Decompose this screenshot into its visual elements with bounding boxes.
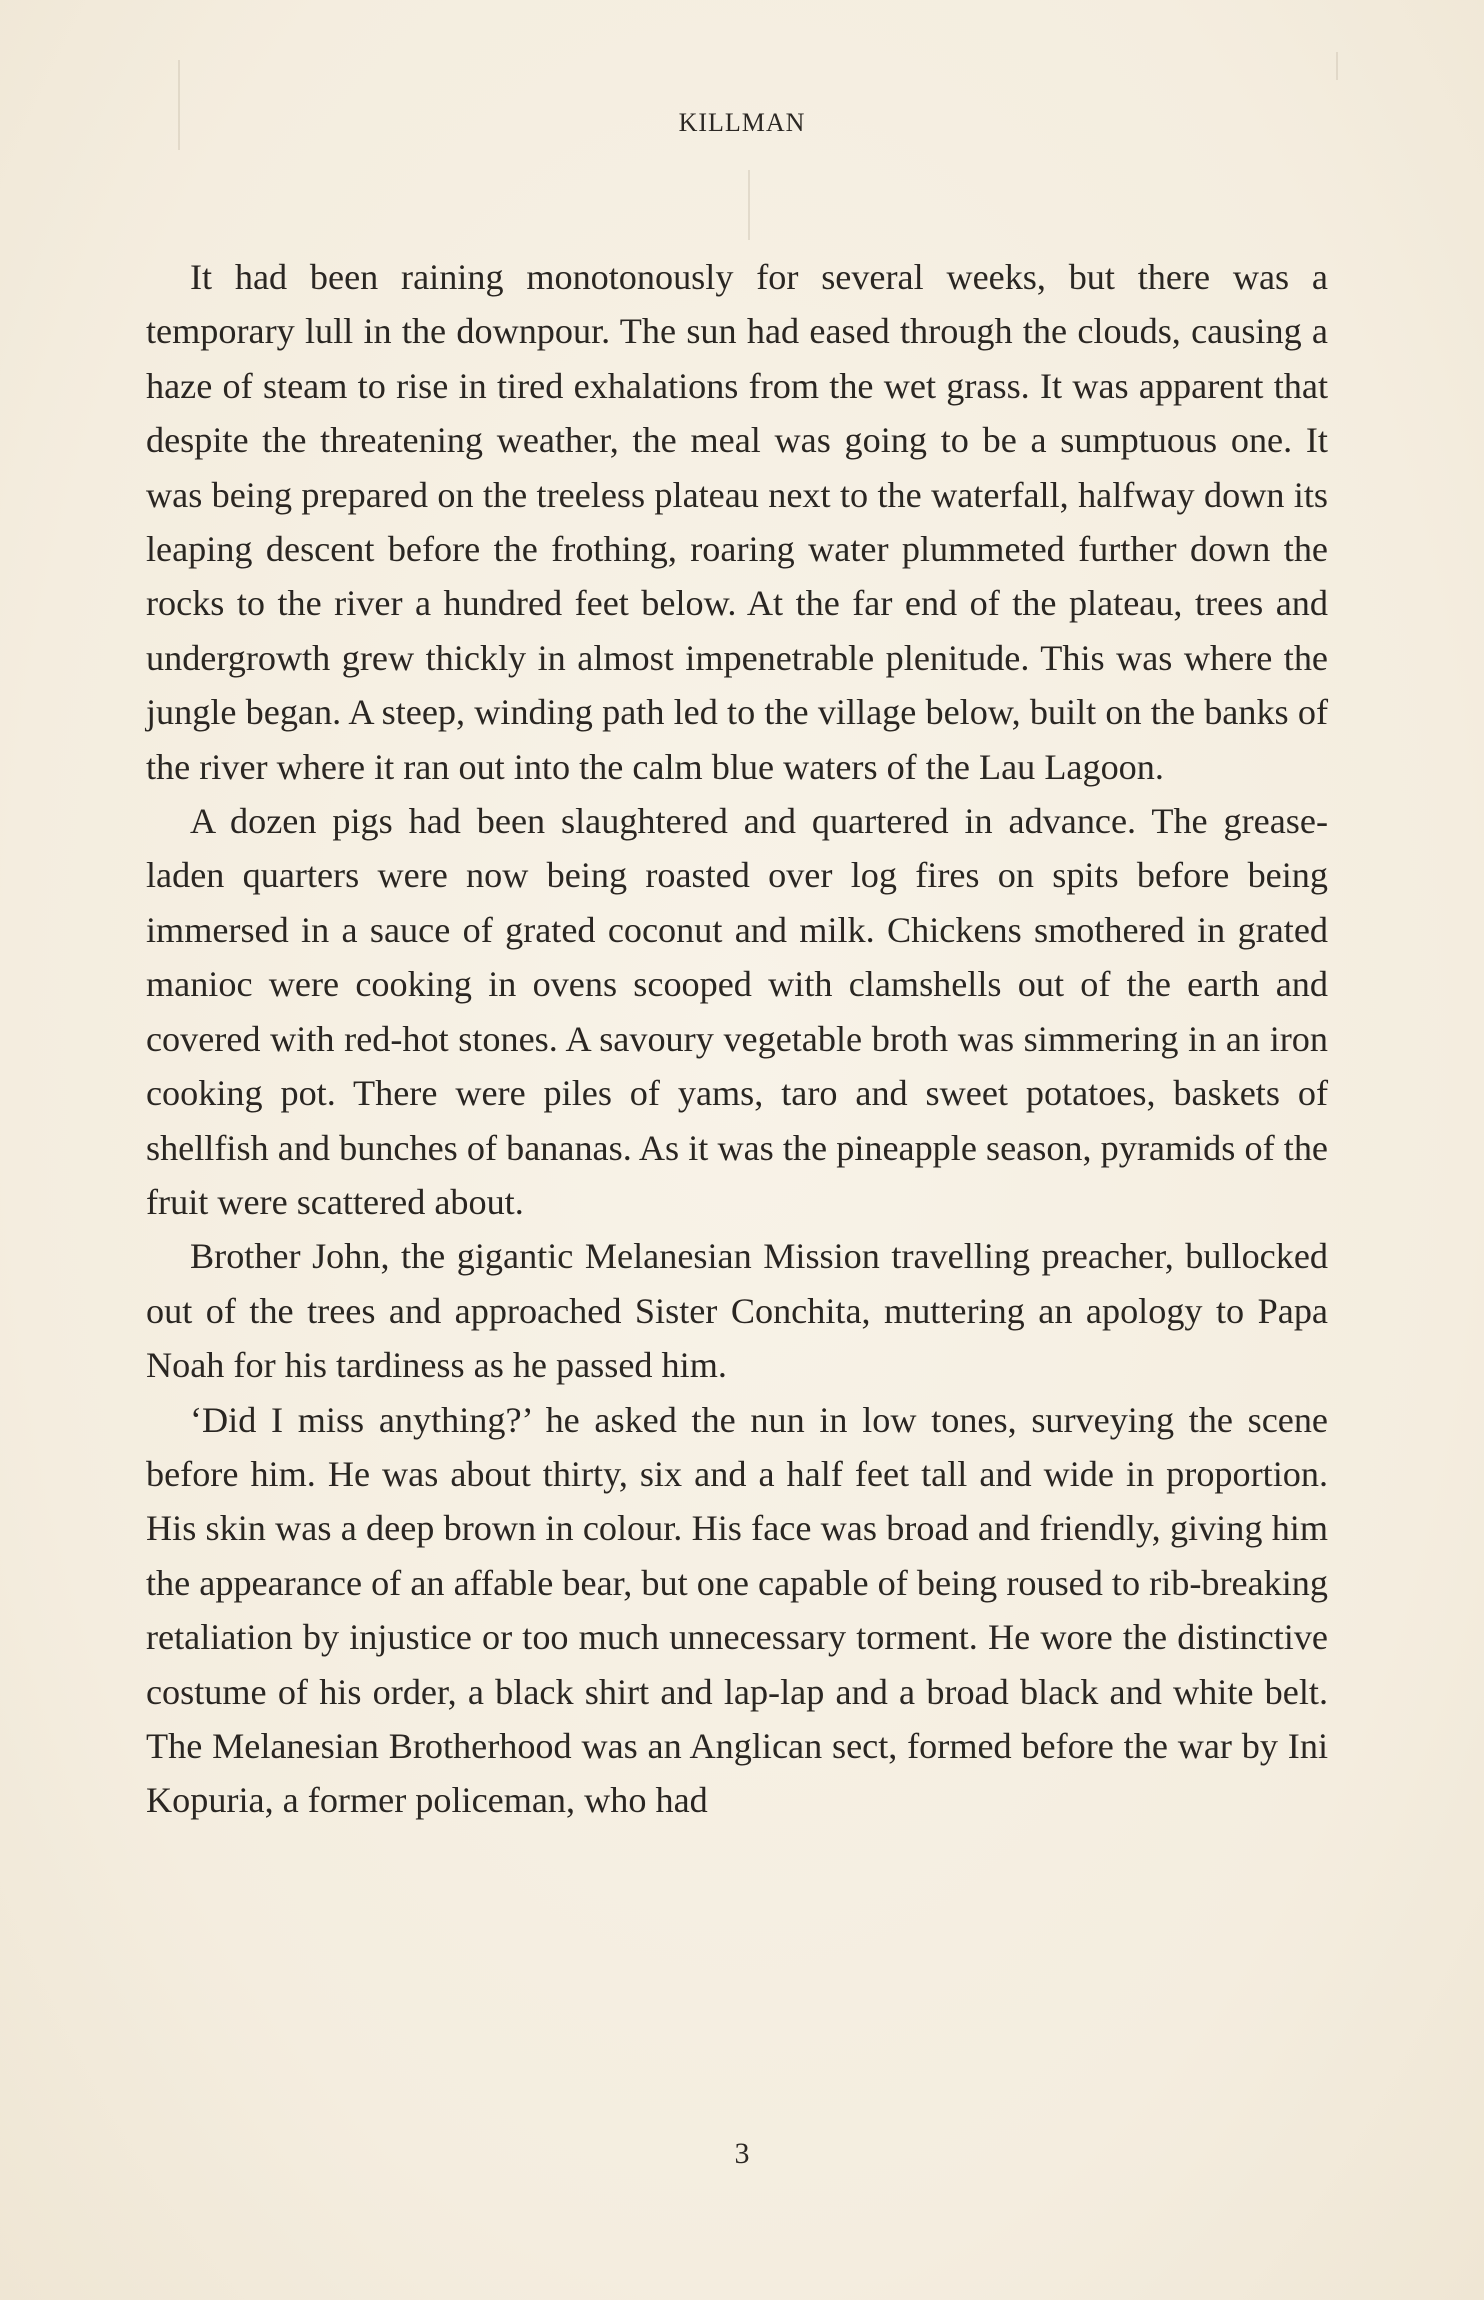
paragraph: Brother John, the gigantic Melanesian Mission travelling preacher, bullocked out of the trees and approached Sister Conchita, muttering an apology to Papa Noah for his tardiness as he passed him. [146, 1236, 1328, 1386]
paragraph: ‘Did I miss anything?’ he asked the nun in low tones, surveying the scene before him. He was about thirty, six and a half feet tall and wide in proportion. His skin was a deep brown in colour. His face was broad and friendly, giving him the appearance of an affable bear, but one capable of being roused to rib-breaking retaliation by injustice or too much unnecessary torment. He wore the distinctive costume of his order, a black shirt and lap-lap and a broad black and white belt. The Melanesian Brotherhood was an Anglican sect, formed before the war by Ini Kopuria, a former policeman, who had [146, 1399, 1328, 1821]
body-text [146, 250, 1328, 1828]
paper-crease [1336, 52, 1338, 80]
paper-crease [748, 170, 750, 240]
page-number: 3 [734, 2137, 750, 2170]
paragraph: It had been raining monotonously for several weeks, but there was a temporary lull in the downpour. The sun had eased through the clouds, causing a haze of steam to rise in tired exhalations from the wet grass. It was apparent that despite the threatening weather, the meal was going to be a sumptuous one. It was being prepared on the treeless plateau next to the waterfall, halfway down its leaping descent before the frothing, roaring water plummeted further down the rocks to the river a hundred feet below. At the far end of the plateau, trees and undergrowth grew thickly in almost impenetrable plenitude. This was where the jungle began. A steep, winding path led to the village below, built on the banks of the river where it ran out into the calm blue waters of the Lau Lagoon. [146, 257, 1328, 787]
running-head: KILLMAN [678, 108, 806, 137]
paragraph: A dozen pigs had been slaughtered and quartered in advance. The grease-laden quarters were now being roasted over log fires on spits before being immersed in a sauce of grated coconut and milk. Chickens smothered in grated manioc were cooking in ovens scooped with clamshells out of the earth and covered with red-hot stones. A savoury vegetable broth was simmering in an iron cooking pot. There were piles of yams, taro and sweet potatoes, baskets of shellfish and bunches of bananas. As it was the pineapple season, pyramids of the fruit were scattered about. [146, 801, 1328, 1222]
